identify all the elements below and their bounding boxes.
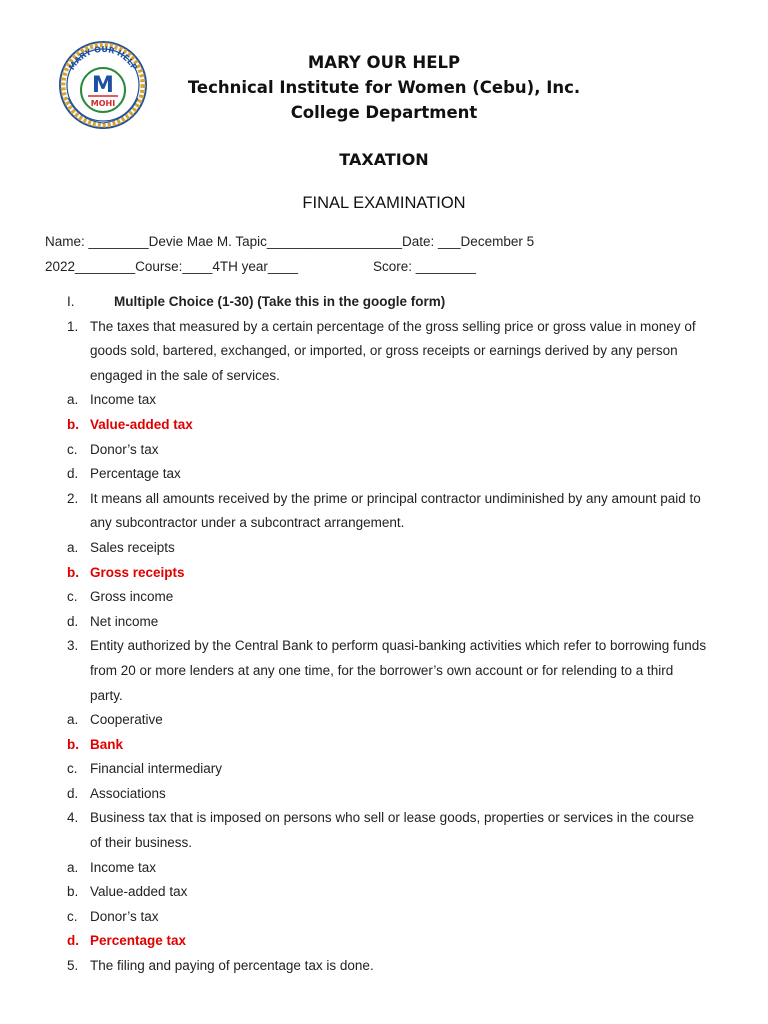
- answer-choice: [45, 536, 735, 561]
- item-text: Net income: [90, 613, 159, 629]
- item-text: Percentage tax: [90, 933, 187, 949]
- item-marker: c.: [67, 908, 78, 924]
- department-name: College Department: [290, 103, 478, 122]
- logo-monogram: MOHI: [90, 99, 116, 108]
- answer-choice: [45, 757, 735, 782]
- item-text: of their business.: [90, 835, 193, 851]
- document-header: [0, 50, 768, 125]
- answer-choice: [45, 905, 735, 930]
- school-name: MARY OUR HELP: [307, 53, 461, 72]
- item-marker: b.: [67, 564, 79, 580]
- question-text-continued: [45, 364, 735, 389]
- item-text: Value-added tax: [90, 416, 193, 432]
- item-marker: d.: [67, 933, 79, 949]
- item-text: Sales receipts: [90, 539, 175, 555]
- item-text: The taxes that measured by a certain percentage of the gross selling price or gross value in money of: [90, 318, 696, 334]
- item-marker: a.: [67, 712, 79, 728]
- item-text: Entity authorized by the Central Bank to perform quasi-banking activities which refer to borrowing funds: [90, 638, 707, 654]
- exam-title: FINAL EXAMINATION: [302, 194, 466, 212]
- item-marker: a.: [67, 392, 79, 408]
- section-heading: [45, 290, 735, 315]
- student-info-line2-left: 2022________Course:____4TH year____: [45, 259, 298, 274]
- answer-choice: [45, 782, 735, 807]
- answer-choice-correct: [45, 929, 735, 954]
- question-text-continued: [45, 659, 735, 684]
- item-text: from 20 or more lenders at any one time, for the borrower’s own account or for relending to a third: [90, 662, 674, 678]
- answer-choice: [45, 880, 735, 905]
- item-marker: 1.: [67, 318, 79, 334]
- item-text: Business tax that is imposed on persons who sell or lease goods, properties or services in the course: [90, 810, 695, 826]
- item-text: It means all amounts received by the prime or principal contractor undiminished by any amount paid to: [90, 490, 701, 506]
- item-marker: a.: [67, 539, 79, 555]
- question-text-continued: [45, 684, 735, 709]
- question-item: [45, 487, 735, 512]
- answer-choice: [45, 585, 735, 610]
- item-text: goods sold, bartered, exchanged, or imported, or gross receipts or earnings derived by any person: [90, 343, 678, 359]
- answer-choice: [45, 462, 735, 487]
- institute-name: Technical Institute for Women (Cebu), Inc.: [187, 78, 581, 97]
- item-marker: b.: [67, 416, 79, 432]
- subject-title: TAXATION: [339, 150, 429, 169]
- answer-choice: [45, 610, 735, 635]
- item-marker: 2.: [67, 490, 79, 506]
- question-item: [45, 806, 735, 831]
- question-item: [45, 634, 735, 659]
- item-marker: b.: [67, 736, 79, 752]
- item-text: any subcontractor under a subcontract arrangement.: [90, 515, 405, 531]
- item-marker: 5.: [67, 958, 79, 974]
- exam-content: [45, 290, 735, 979]
- item-text: The filing and paying of percentage tax is done.: [90, 958, 374, 974]
- item-text: Multiple Choice (1-30) (Take this in the google form): [114, 294, 446, 309]
- item-marker: c.: [67, 761, 78, 777]
- item-text: Income tax: [90, 392, 157, 408]
- item-marker: d.: [67, 466, 79, 482]
- item-text: Associations: [90, 785, 166, 801]
- item-text: party.: [90, 687, 123, 703]
- answer-choice-correct: [45, 733, 735, 758]
- score-field: Score: ________: [373, 259, 476, 274]
- question-item: [45, 315, 735, 340]
- item-marker: 3.: [67, 638, 79, 654]
- answer-choice: [45, 708, 735, 733]
- item-text: Gross receipts: [90, 564, 185, 580]
- item-text: Financial intermediary: [90, 761, 223, 777]
- item-text: Gross income: [90, 589, 174, 605]
- item-marker: b.: [67, 884, 79, 900]
- question-item: [45, 954, 735, 979]
- item-text: Donor’s tax: [90, 441, 159, 457]
- item-text: Cooperative: [90, 712, 163, 728]
- question-text-continued: [45, 831, 735, 856]
- item-marker: d.: [67, 785, 79, 801]
- item-text: Percentage tax: [90, 466, 181, 482]
- item-marker: d.: [67, 613, 79, 629]
- item-text: engaged in the sale of services.: [90, 367, 280, 383]
- item-text: Bank: [90, 736, 124, 752]
- question-text-continued: [45, 511, 735, 536]
- student-info-line1: Name: ________Devie Mae M. Tapic__________________Date: ___December 5: [45, 234, 535, 249]
- question-text-continued: [45, 339, 735, 364]
- item-marker: a.: [67, 859, 79, 875]
- answer-choice-correct: [45, 561, 735, 586]
- item-marker: c.: [67, 441, 78, 457]
- item-text: Value-added tax: [90, 884, 188, 900]
- item-marker: 4.: [67, 810, 79, 826]
- answer-choice-correct: [45, 413, 735, 438]
- item-text: Donor’s tax: [90, 908, 159, 924]
- item-text: Income tax: [90, 859, 157, 875]
- answer-choice: [45, 856, 735, 881]
- item-marker: c.: [67, 589, 78, 605]
- logo-ring-text: MARY OUR HELP: [67, 44, 139, 72]
- item-marker: I.: [67, 294, 75, 309]
- answer-choice: [45, 438, 735, 463]
- answer-choice: [45, 388, 735, 413]
- svg-text:M: M: [92, 73, 114, 98]
